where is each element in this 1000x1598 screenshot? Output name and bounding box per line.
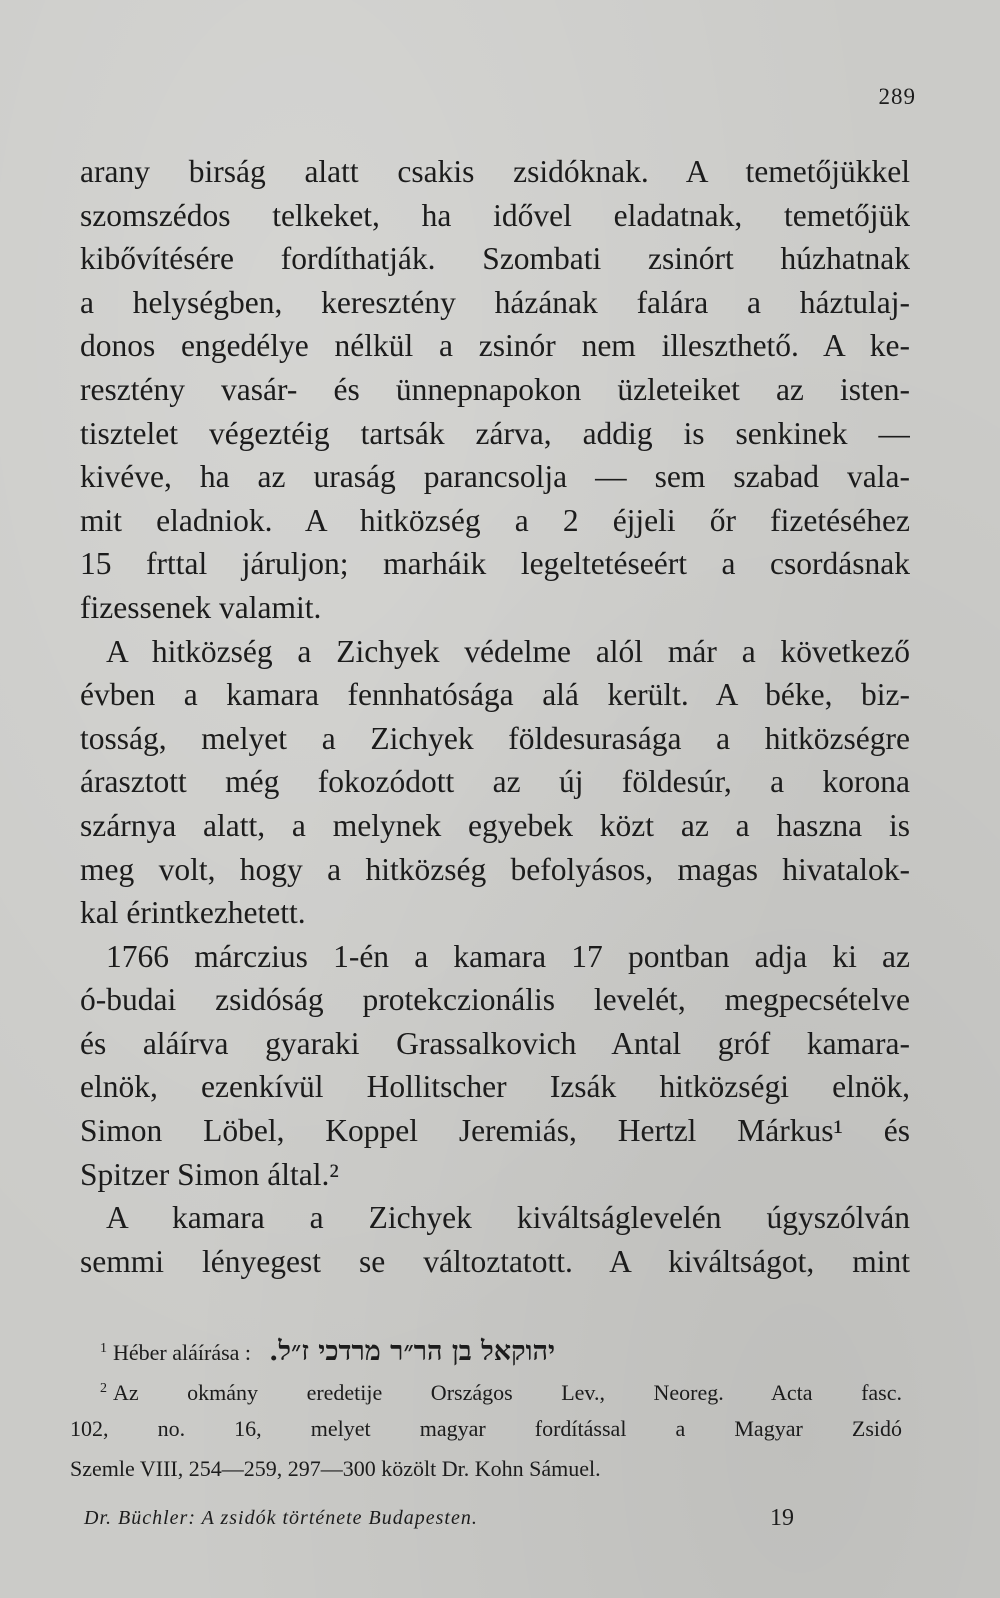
- text-line: a helységben, keresztény házának falára a háztulaj-: [80, 284, 910, 320]
- hebrew-signature: יהוקאל בן הר״ר מרדכי ז״ל.: [269, 1336, 556, 1367]
- text-line: évben a kamara fennhatósága alá került. A béke, biz-: [80, 677, 910, 713]
- text-line: kibővítésére fordíthatják. Szombati zsinórt húzhatnak: [80, 241, 910, 277]
- footnote-2: [70, 1369, 902, 1409]
- text-line: donos engedélye nélkül a zsinór nem illeszthető. A ke-: [80, 328, 910, 364]
- footnote-text: Az okmány eredetije Országos Lev., Neoreg. Acta fasc.: [113, 1380, 902, 1405]
- text-line: fizessenek valamit.: [80, 589, 322, 625]
- signature-number: 19: [770, 1505, 794, 1531]
- footnote-text: Héber aláírása :: [113, 1340, 252, 1365]
- paragraph-2: [80, 630, 910, 935]
- text-line: kivéve, ha az uraság parancsolja — sem szabad vala-: [80, 459, 910, 495]
- text-line: elnök, ezenkívül Hollitscher Izsák hitközségi elnök,: [80, 1069, 910, 1105]
- text-line: kal érintkezhetett.: [80, 895, 306, 931]
- footnote-1: [70, 1329, 902, 1369]
- text-line: meg volt, hogy a hitközség befolyásos, magas hivatalok-: [80, 851, 910, 887]
- text-line: A hitközség a Zichyek védelme alól már a következő: [106, 633, 910, 669]
- text-line: szomszédos telkeket, ha idővel eladatnak, temetőjük: [80, 197, 910, 233]
- paragraph-3: [80, 935, 910, 1197]
- footnotes: [70, 1329, 902, 1489]
- footnote-line: Szemle VIII, 254—259, 297—300 közölt Dr. Kohn Sámuel.: [70, 1456, 601, 1481]
- text-line: semmi lényegest se változtatott. A kiváltságot, mint: [80, 1243, 910, 1279]
- text-line: 15 frttal járuljon; marháik legeltetéseért a csordásnak: [80, 546, 910, 582]
- text-line: A kamara a Zichyek kiváltságlevelén úgyszólván: [106, 1200, 910, 1236]
- text-line: szárnya alatt, a melynek egyebek közt az a haszna is: [80, 807, 910, 843]
- text-line: tosság, melyet a Zichyek földesurasága a hitközségre: [80, 720, 910, 756]
- footnote-marker: 1: [100, 1341, 107, 1356]
- text-line: árasztott még fokozódott az új földesúr, a korona: [80, 764, 910, 800]
- paragraph-4: [80, 1196, 910, 1283]
- page-number: 289: [878, 84, 916, 109]
- text-line: Simon Löbel, Koppel Jeremiás, Hertzl Márkus¹ és: [80, 1113, 910, 1149]
- text-line: Spitzer Simon által.²: [80, 1156, 339, 1192]
- footnote-marker: 2: [100, 1381, 107, 1396]
- text-line: ó-budai zsidóság protekczionális levelét, megpecsételve: [80, 982, 910, 1018]
- text-line: resztény vasár- és ünnepnapokon üzleteiket az isten-: [80, 371, 910, 407]
- book-reference: Dr. Büchler: A zsidók története Budapesten.: [84, 1507, 478, 1529]
- text-line: 1766 márczius 1-én a kamara 17 pontban adja ki az: [106, 938, 910, 974]
- text-line: arany birság alatt csakis zsidóknak. A temetőjükkel: [80, 154, 910, 189]
- text-line: tisztelet végeztéig tartsák zárva, addig is senkinek —: [80, 415, 910, 451]
- text-line: mit eladniok. A hitközség a 2 éjjeli őr fizetéséhez: [80, 502, 910, 538]
- text-line: és aláírva gyaraki Grassalkovich Antal gróf kamara-: [80, 1025, 910, 1061]
- paragraph-1: [80, 150, 910, 630]
- body-text: [80, 150, 910, 1283]
- footnote-line: 102, no. 16, melyet magyar fordítással a Magyar Zsidó: [70, 1416, 902, 1441]
